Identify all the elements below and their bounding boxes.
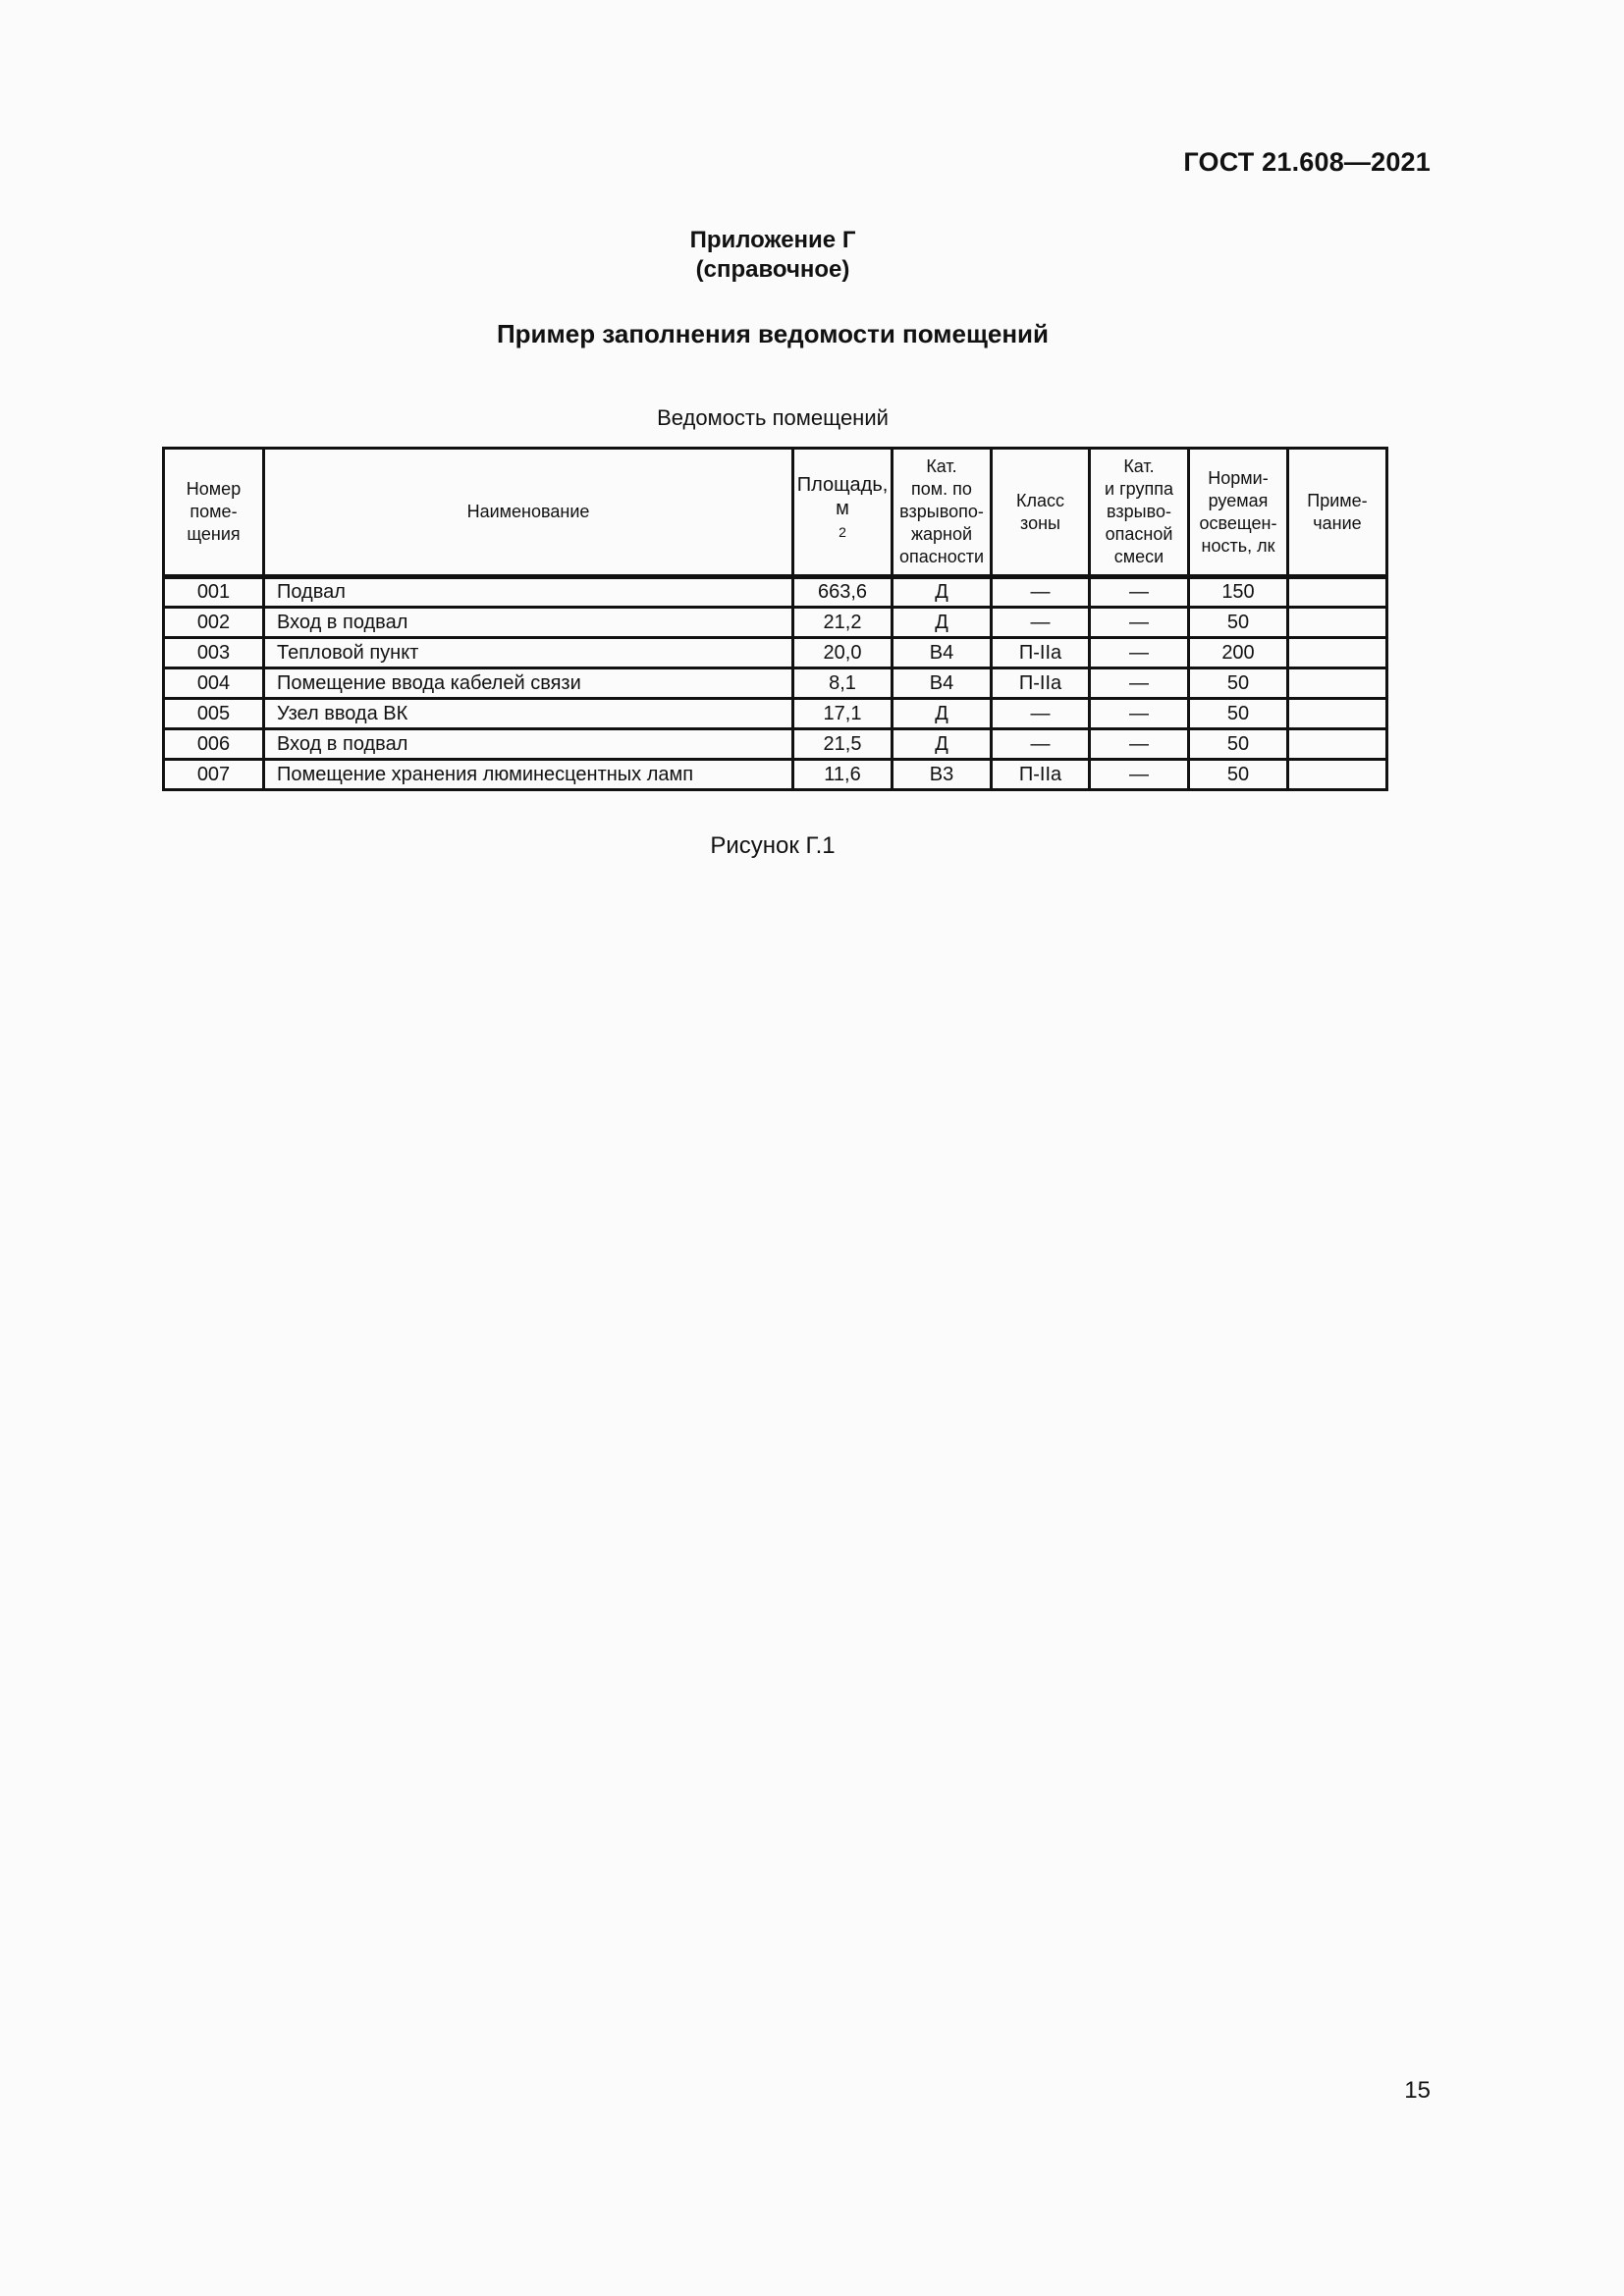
cell-mixture-category: — xyxy=(1090,699,1189,729)
cell-zone-class: П-IIа xyxy=(992,668,1090,699)
cell-zone-class: — xyxy=(992,577,1090,608)
cell-name: Узел ввода ВК xyxy=(264,699,793,729)
cell-category: Д xyxy=(893,608,992,638)
col-header-area: Площадь, $м^2$ xyxy=(793,449,893,577)
cell-illumination: 50 xyxy=(1189,729,1288,760)
cell-category: В4 xyxy=(893,638,992,668)
cell-illumination: 50 xyxy=(1189,668,1288,699)
table-row xyxy=(164,668,1387,699)
cell-area: 17,1 xyxy=(793,699,893,729)
cell-zone-class: — xyxy=(992,729,1090,760)
cell-zone-class: — xyxy=(992,699,1090,729)
cell-illumination: 50 xyxy=(1189,699,1288,729)
cell-area: 663,6 xyxy=(793,577,893,608)
cell-note xyxy=(1288,638,1387,668)
cell-name: Вход в подвал xyxy=(264,608,793,638)
cell-zone-class: П-IIа xyxy=(992,760,1090,790)
cell-number: 003 xyxy=(164,638,264,668)
col-header-name: Наименование xyxy=(264,449,793,577)
cell-category: В4 xyxy=(893,668,992,699)
cell-number: 006 xyxy=(164,729,264,760)
cell-area: 21,2 xyxy=(793,608,893,638)
cell-category: Д xyxy=(893,699,992,729)
cell-illumination: 50 xyxy=(1189,608,1288,638)
appendix-subtitle: (справочное) xyxy=(695,256,850,283)
cell-mixture-category: — xyxy=(1090,577,1189,608)
cell-mixture-category: — xyxy=(1090,668,1189,699)
cell-category: В3 xyxy=(893,760,992,790)
cell-illumination: 150 xyxy=(1189,577,1288,608)
cell-illumination: 200 xyxy=(1189,638,1288,668)
appendix-title: Приложение Г xyxy=(689,227,856,253)
page-number: 15 xyxy=(1404,2077,1431,2104)
col-header-note: Приме- чание xyxy=(1288,449,1387,577)
cell-name: Подвал xyxy=(264,577,793,608)
area-unit-superscript: 2 xyxy=(839,524,846,541)
cell-number: 004 xyxy=(164,668,264,699)
cell-category: Д xyxy=(893,729,992,760)
cell-area: 20,0 xyxy=(793,638,893,668)
table-caption: Ведомость помещений xyxy=(657,405,889,430)
table-row xyxy=(164,760,1387,790)
table-row xyxy=(164,729,1387,760)
cell-note xyxy=(1288,760,1387,790)
section-title: Пример заполнения ведомости помещений xyxy=(496,319,1050,348)
cell-category: Д xyxy=(893,577,992,608)
figure-caption: Рисунок Г.1 xyxy=(710,832,836,859)
cell-number: 005 xyxy=(164,699,264,729)
cell-note xyxy=(1288,608,1387,638)
cell-note xyxy=(1288,729,1387,760)
table-row xyxy=(164,638,1387,668)
cell-area: 21,5 xyxy=(793,729,893,760)
cell-name: Помещение хранения люминесцентных ламп xyxy=(264,760,793,790)
cell-number: 001 xyxy=(164,577,264,608)
rooms-table xyxy=(162,447,1388,791)
cell-note xyxy=(1288,577,1387,608)
col-header-number: Номер поме- щения xyxy=(164,449,264,577)
cell-area: 11,6 xyxy=(793,760,893,790)
table-row xyxy=(164,608,1387,638)
document-code: ГОСТ 21.608—2021 xyxy=(1183,147,1431,177)
cell-name: Тепловой пункт xyxy=(264,638,793,668)
table-row xyxy=(164,577,1387,608)
col-header-category: Кат. пом. по взрывопо- жарной опасности xyxy=(893,449,992,577)
cell-mixture-category: — xyxy=(1090,638,1189,668)
cell-note xyxy=(1288,668,1387,699)
cell-area: 8,1 xyxy=(793,668,893,699)
cell-zone-class: П-IIа xyxy=(992,638,1090,668)
col-header-mixture-category: Кат. и группа взрыво- опасной смеси xyxy=(1090,449,1189,577)
cell-number: 002 xyxy=(164,608,264,638)
table-header-row xyxy=(164,449,1387,577)
cell-name: Вход в подвал xyxy=(264,729,793,760)
table-row xyxy=(164,699,1387,729)
appendix-heading xyxy=(0,226,1545,285)
cell-illumination: 50 xyxy=(1189,760,1288,790)
cell-mixture-category: — xyxy=(1090,729,1189,760)
cell-number: 007 xyxy=(164,760,264,790)
cell-zone-class: — xyxy=(992,608,1090,638)
cell-mixture-category: — xyxy=(1090,608,1189,638)
col-header-zone-class: Класс зоны xyxy=(992,449,1090,577)
cell-note xyxy=(1288,699,1387,729)
cell-mixture-category: — xyxy=(1090,760,1189,790)
cell-name: Помещение ввода кабелей связи xyxy=(264,668,793,699)
col-header-illumination: Норми- руемая освещен- ность, лк xyxy=(1189,449,1288,577)
